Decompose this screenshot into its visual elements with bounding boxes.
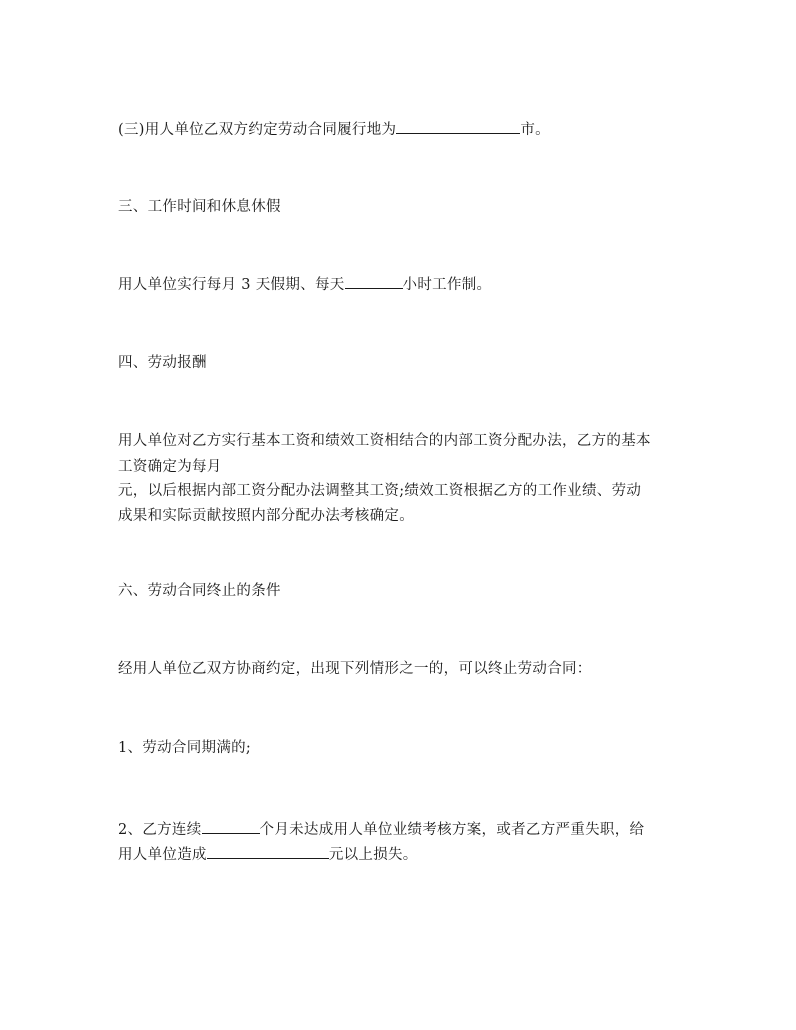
fill-blank-loss-amount: [207, 843, 329, 859]
item-2-line2-prefix: 用人单位造成: [118, 847, 207, 863]
pay-line-2: 工资确定为每月: [118, 459, 222, 475]
clause-3-3-prefix: (三)用人单位乙双方约定劳动合同履行地为: [118, 122, 397, 138]
clause-3-3: [118, 118, 688, 141]
pay-line-3: 元，以后根据内部工资分配办法调整其工资;绩效工资根据乙方的工作业绩、劳动: [118, 483, 642, 499]
fill-blank-location: [396, 118, 520, 134]
pay-line-4: 成果和实际贡献按照内部分配办法考核确定。: [118, 508, 414, 524]
work-hours-clause: [118, 273, 688, 296]
clause-3-3-suffix: 市。: [520, 122, 550, 138]
pay-line-1: 用人单位对乙方实行基本工资和绩效工资相结合的内部工资分配办法，乙方的基本: [118, 433, 651, 449]
section-4-heading: 四、劳动报酬: [118, 355, 207, 371]
fill-blank-months: [202, 818, 260, 834]
termination-item-2-line-2: [118, 843, 688, 866]
item-2-line2-suffix: 元以上损失。: [328, 847, 418, 863]
termination-item-2-line-1: [118, 818, 688, 841]
fill-blank-hours: [345, 273, 403, 289]
work-hours-suffix: 小时工作制。: [402, 277, 492, 293]
section-3-heading: 三、工作时间和休息休假: [118, 199, 281, 215]
work-hours-prefix: 用人单位实行每月 3 天假期、每天: [118, 277, 345, 293]
item-2-part2: 个月未达成用人单位业绩考核方案，或者乙方严重失职，给: [259, 822, 645, 838]
termination-intro: 经用人单位乙双方协商约定，出现下列情形之一的，可以终止劳动合同：: [118, 661, 592, 677]
termination-item-1: 1、劳动合同期满的;: [118, 740, 252, 756]
item-2-part1: 2、乙方连续: [118, 822, 202, 838]
section-6-heading: 六、劳动合同终止的条件: [118, 583, 281, 599]
